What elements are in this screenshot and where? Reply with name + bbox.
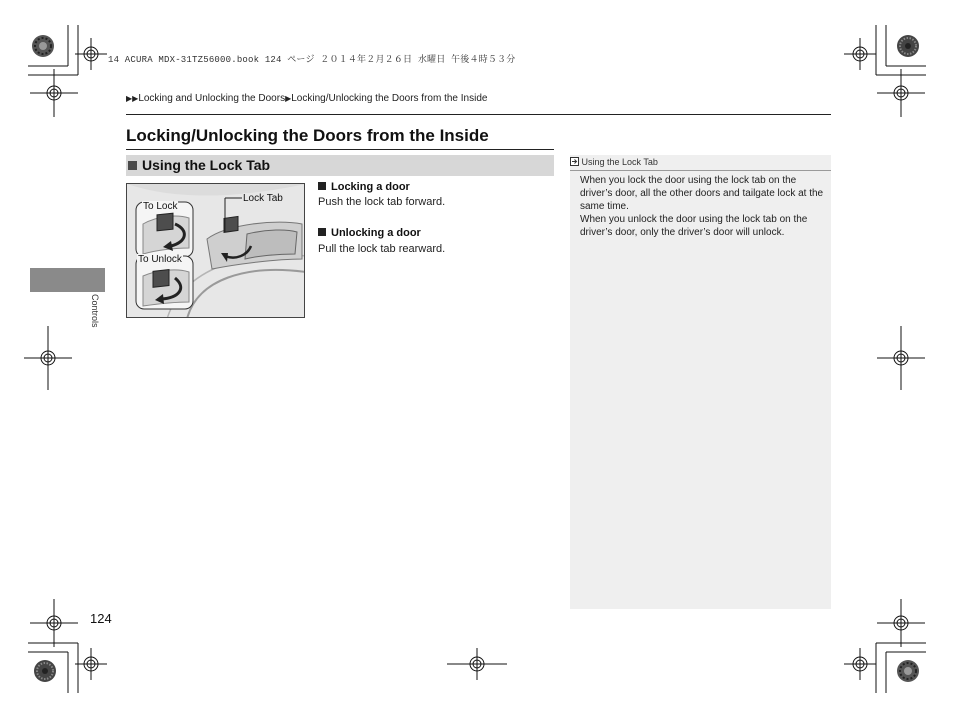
locking-heading [318, 181, 410, 193]
door-lock-illustration [126, 183, 305, 318]
side-note-body [580, 174, 826, 239]
side-note-paragraph: When you unlock the door using the lock tab on the driver’s door, only the driver’s door will unlock. [580, 214, 808, 238]
breadcrumb-separator: ▶ [285, 94, 292, 103]
locking-instruction: Push the lock tab forward. [318, 196, 446, 208]
section-heading [126, 155, 554, 176]
unlocking-instruction: Pull the lock tab rearward. [318, 243, 446, 255]
label-to-lock: To Lock [143, 201, 178, 212]
side-note-heading [570, 157, 658, 167]
unlocking-heading [318, 227, 421, 239]
header-rule [126, 114, 831, 115]
title-rule [126, 149, 554, 150]
label-to-unlock: To Unlock [138, 254, 182, 265]
chapter-tab-label: Controls [90, 294, 100, 328]
note-reference-icon [570, 157, 579, 166]
square-bullet-icon [318, 182, 326, 190]
square-bullet-icon [128, 161, 137, 170]
breadcrumb [126, 93, 487, 104]
chapter-tab-marker [30, 268, 105, 292]
print-header-meta: 14 ACURA MDX-31TZ56000.book 124 ページ ２０１４年２月２６日 水曜日 午後４時５３分 [108, 55, 516, 65]
unlocking-heading-text: Unlocking a door [331, 227, 421, 239]
breadcrumb-marker: ▶▶ [126, 94, 139, 103]
side-note-paragraph: When you lock the door using the lock tab on the driver’s door, all the other doors and tailgate lock at the same time. [580, 175, 824, 212]
page-number: 124 [90, 611, 112, 626]
page-title: Locking/Unlocking the Doors from the Inside [126, 126, 489, 145]
locking-heading-text: Locking a door [331, 181, 410, 193]
side-note-heading-text: Using the Lock Tab [581, 157, 658, 167]
section-heading-text: Using the Lock Tab [142, 157, 271, 173]
breadcrumb-link-locking-unlocking[interactable]: Locking and Unlocking the Doors [138, 93, 286, 104]
square-bullet-icon [318, 228, 326, 236]
side-note-rule [570, 170, 831, 171]
label-lock-tab: Lock Tab [243, 193, 283, 204]
breadcrumb-current: Locking/Unlocking the Doors from the Inside [291, 93, 488, 104]
